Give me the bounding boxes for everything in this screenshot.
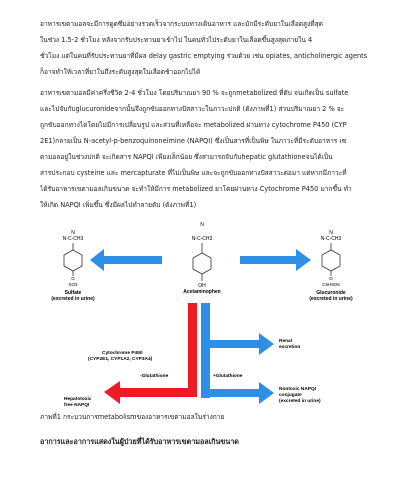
arrow-to-sulfate <box>90 249 162 271</box>
nitrogen-label: N <box>329 230 333 236</box>
oxygen-label: O <box>71 276 75 281</box>
sulfate-group-label: SO3 <box>68 282 78 287</box>
cyp450-label: Cytochrome P450 <box>102 351 143 356</box>
glucuronide-label: Glucuronide <box>316 290 346 296</box>
renal-excretion-label: excretion <box>279 345 301 350</box>
text-line: อาหารเขตามอลจะมีการดูดซึมอย่างรวดเร็วจากระบบทางเดินอาหาร และมักมีระดับยาในเลือดสูงที่สุด <box>40 20 323 28</box>
hepatotoxic-label: Hepatotoxic <box>64 397 92 402</box>
text-line: สารประกอบ cysteine และ mercapturate ที่ไม่เป็นพิษ และจะถูกขับออกทางปัสสาวะต่อมา แต่หากมีภาวะที่ <box>40 169 347 177</box>
glucuronide-group-label: C6H9O6 <box>322 282 340 287</box>
text-line: ถูกขับออกทางไตโดยไม่มีการเปลี่ยนรูป และส่วนที่เหลือจะ metabolized ผ่านทาง cytochrome P450 (CYP <box>40 121 347 129</box>
excreted-urine-label: (excreted in urine) <box>279 399 321 404</box>
minus-glutathione-label: -Glutathione <box>140 374 169 379</box>
sulfate-label: Sulfate <box>64 290 82 296</box>
text-line: ชั่วโมง แต่ในคนที่รับประทานยาที่มีผล delay gastric emptying ร่วมด้วย เช่น opiates, anticholinergic agents <box>40 52 368 60</box>
text-line: ในช่วง 1.5-2 ชั่วโมง หลังจากรับประทานยาเข้าไป ในคนทั่วไประดับยาในเลือดขึ้นสูงสุดภายใน 4 <box>40 36 313 44</box>
acetyl-label: N-C-CH3 <box>320 236 342 242</box>
text-line: ให้เกิด NAPQI เพิ่มขึ้น ซึ่งมีผลไปทำลายตับ (ดังภาพที่1) <box>40 201 197 209</box>
sulfate-note: (excreted in urine) <box>51 296 95 302</box>
arrow-to-glucuronide <box>240 249 311 271</box>
acetyl-label: N-C-CH3 <box>62 236 84 242</box>
text-line: และไปจับกับglucuronideจากนั้นจึงถูกขับออกทางปัสสาวะในภาวะปกติ (ดังภาพที่1) ส่วนปริมาณยา 2 % จะ <box>40 105 345 113</box>
acetyl-label: N-C-CH3 <box>191 236 213 242</box>
conjugate-label: conjugate <box>279 393 302 398</box>
text-line: ได้รับอาหารเขตามอลเกินขนาด จะทำให้มีการ metabolized ยาโดยผ่านทาง Cytochrome P450 มากขึ้น ทำ <box>40 185 352 193</box>
acetaminophen-label: Acetaminophen <box>183 289 221 295</box>
nontoxic-napqi-label: Nontoxic NAPQI <box>279 387 317 392</box>
plus-glutathione-label: +Glutathione <box>213 374 243 379</box>
text-line: อาหารเขตามอลมีค่าครึ่งชีวิต 2-4 ชั่วโมง โดยปริมาณยา 90 % จะถูกmetabolized ที่ตับ จนเกิดเป็น sulfate <box>40 89 349 97</box>
excretion-pathway-arrow <box>201 303 274 404</box>
nitrogen-label: N <box>200 222 204 228</box>
text-line: 2E1)กลายเป็น N-acetyl-p-benzoquinoneimine (NAPQI) ซึ่งเป็นสารที่เป็นพิษ ในภาวะที่มีระดับอาหาร เซ <box>40 137 347 145</box>
oxygen-label: O <box>329 276 333 281</box>
renal-label: Renal <box>279 339 293 344</box>
hydroxyl-label: OH <box>198 283 206 289</box>
section-heading: อาการและอาการแสดงในผู้ป่วยที่ได้รับอาหารเขตามอลเกินขนาด <box>40 437 239 446</box>
nitrogen-label: N <box>71 230 75 236</box>
glucuronide-structure <box>309 230 353 302</box>
acetaminophen-structure <box>183 222 221 295</box>
text-line: ตามอลอยู่ในช่วงปกติ จะเกิดสาร NAPQI เพียงเล็กน้อย ซึ่งสามารถจับกับhepatic glutathioneจนได้เป็น <box>40 153 333 161</box>
free-napqi-label: free NAPQI <box>64 403 90 408</box>
figure-caption: ภาพที่1 กระบวนการmetabolismของอาหารเขตามอลในร่างกาย <box>40 413 225 421</box>
cyp450-isoforms-label: (CYP2E1, CYP1A2, CYP3A4) <box>88 357 153 362</box>
text-line: ก็อาจทำให้เวลาที่ยาในถึงระดับสูงสุดในเลือดช้าออกไปได้ <box>40 68 201 76</box>
sulfate-structure <box>51 230 95 302</box>
glucuronide-note: (excreted in urine) <box>309 296 353 302</box>
